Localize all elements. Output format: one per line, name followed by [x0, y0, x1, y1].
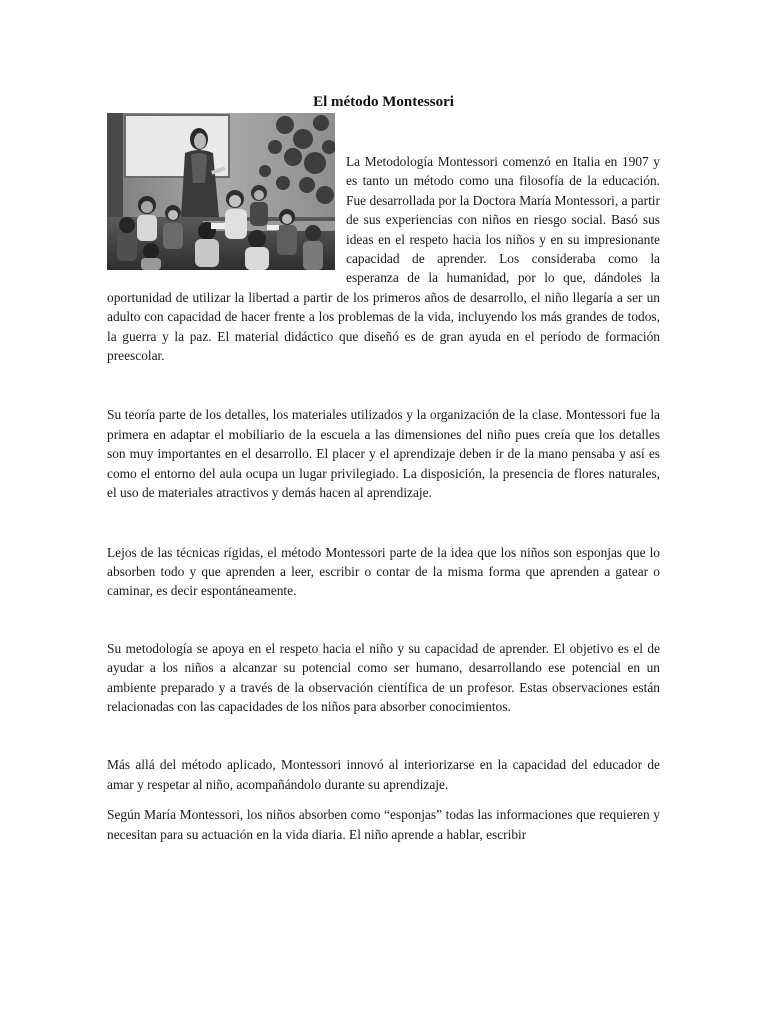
classroom-photo — [107, 113, 335, 270]
paragraph: Lejos de las técnicas rígidas, el método Montessori parte de la idea que los niños son esponjas que lo absorben todo y que aprenden a leer, escribir o contar de la misma forma que aprenden a gatear o caminar, es decir espontáneamente. — [107, 544, 660, 599]
paragraph: La Metodología Montessori comenzó en Italia en 1907 y es tanto un método como una filosofía de la educación. Fue desarrollada por la Doctora María Montessori, a partir de sus experiencias con niños en riesgo social. Basó sus ideas en el respeto hacia los niños y en su impresionante capacidad de aprender. Los consideraba como la esperanza de la humanidad, por lo que, dándoles la oportunidad de utilizar la libertad a partir de los primeros años de desarrollo, el niño llegaría a ser un adulto con capacidad de hacer frente a los problemas de la vida, incluyendo los más grandes de todos, la guerra y la paz. El material didáctico que diseñó es de gran ayuda en el período de formación preescolar. — [107, 154, 660, 364]
classroom-photo-illustration — [107, 113, 335, 270]
paragraph: Su metodología se apoya en el respeto hacia el niño y su capacidad de aprender. El objetivo es el de ayudar a los niños a alcanzar su potencial como ser humano, desarrollando ese potencial en un ambiente preparado y a través de la observación científica de un profesor. Estas observaciones están relacionadas con las capacidades de los niños para absorber conocimientos. — [107, 640, 660, 714]
document-page — [107, 92, 660, 844]
paragraph: Según María Montessori, los niños absorben como “esponjas” todas las informaciones que requieren y necesitan para su actuación en la vida diaria. El niño aprende a hablar, escribir — [107, 807, 660, 842]
document-title: El método Montessori — [313, 94, 454, 110]
paragraph: Más allá del método aplicado, Montessori innovó al interiorizarse en la capacidad del educador de amar y respetar al niño, acompañándolo durante su aprendizaje. — [107, 757, 660, 792]
paragraph: Su teoría parte de los detalles, los materiales utilizados y la organización de la clase. Montessori fue la primera en adaptar el mobiliario de la escuela a las dimensiones del niño pues creía que los detalles son muy importantes en el desarrollo. El placer y el aprendizaje deben ir de la mano pensaba y así es como el entorno del aula ocupa un lugar privilegiado. La disposición, la presencia de flores naturales, el uso de materiales atractivos y demás hacen al aprendizaje. — [107, 407, 660, 501]
